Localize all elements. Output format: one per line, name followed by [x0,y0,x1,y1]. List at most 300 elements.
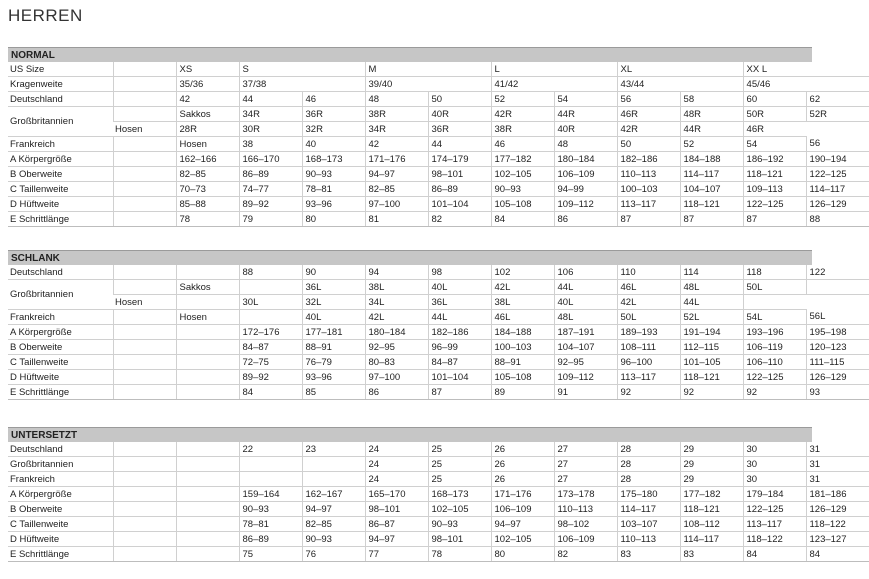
table-cell: 75 [239,547,302,562]
table-cell: 80 [491,547,554,562]
table-cell: 89–92 [239,197,302,212]
table-cell: 28R [176,122,239,137]
table-cell: 108–111 [617,340,680,355]
table-cell [113,212,176,227]
table-cell: 29 [680,472,743,487]
table-cell [113,197,176,212]
table-cell: 182–186 [617,152,680,167]
table-cell [113,265,176,280]
row-label: C Taillenweite [8,182,113,197]
row-label: Großbritannien [8,107,113,137]
table-cell: 106 [554,265,617,280]
table-cell: 122 [806,265,869,280]
table-cell: 84–87 [239,340,302,355]
table-cell: 32L [302,295,365,310]
table-cell: 174–179 [428,152,491,167]
table-cell: 87 [680,212,743,227]
table-cell: 110–113 [617,532,680,547]
table-cell: 118–122 [806,517,869,532]
table-cell: 83 [680,547,743,562]
table-cell: 122–125 [743,370,806,385]
table-cell: 88 [806,212,869,227]
table-cell: 86–89 [428,182,491,197]
table-cell [176,487,239,502]
table-cell: 106–110 [743,355,806,370]
table-cell: 78–81 [302,182,365,197]
table-cell: 109–112 [554,370,617,385]
table-cell: 82 [554,547,617,562]
table-row [8,355,869,370]
table-cell: 38R [365,107,428,122]
table-cell: 24 [365,457,428,472]
table-cell: 30R [239,122,302,137]
table-cell: 44 [239,92,302,107]
table-cell: 42R [617,122,680,137]
table-cell: 110–113 [554,502,617,517]
table-cell [176,547,239,562]
table-cell: 122–125 [806,167,869,182]
table-cell [113,370,176,385]
table-cell: 90–93 [428,517,491,532]
table-cell: 93–96 [302,197,365,212]
table-cell: 50R [743,107,806,122]
table-cell [806,280,869,295]
table-cell [176,325,239,340]
table-cell: 114–117 [680,167,743,182]
table-cell: 81 [365,212,428,227]
table-cell: 36R [428,122,491,137]
table-cell: 105–108 [491,370,554,385]
table-cell: 74–77 [239,182,302,197]
table-cell: 56 [806,137,869,152]
table-cell: 80 [302,212,365,227]
table-cell: 50L [617,310,680,325]
table-cell: 104–107 [554,340,617,355]
table-row [8,340,869,355]
table-cell: 36L [428,295,491,310]
row-label: C Taillenweite [8,517,113,532]
table-cell: 180–184 [365,325,428,340]
table-cell [176,265,239,280]
table-cell: 87 [617,212,680,227]
table-row [8,457,869,472]
table-cell: 76–79 [302,355,365,370]
table-cell: 48 [365,92,428,107]
table-cell: 62 [806,92,869,107]
table-cell: 84 [743,547,806,562]
table-row [8,385,869,400]
table-cell: 114 [680,265,743,280]
table-row [8,152,869,167]
row-label: B Oberweite [8,502,113,517]
table-cell: 56L [806,310,869,325]
table-cell [113,182,176,197]
table-cell: 78 [428,547,491,562]
table-row [8,295,869,310]
row-label: Kragenweite [8,77,113,92]
table-cell: 180–184 [554,152,617,167]
row-label: D Hüftweite [8,197,113,212]
table-cell: 94–97 [302,502,365,517]
table-cell: 76 [302,547,365,562]
table-row [8,472,869,487]
table-cell: 177–181 [302,325,365,340]
table-cell: 28 [617,442,680,457]
table-cell [176,340,239,355]
table-cell: 92 [680,385,743,400]
table-cell: 114–117 [680,532,743,547]
table-cell: 162–166 [176,152,239,167]
table-cell: 171–176 [365,152,428,167]
table-cell: 118–121 [680,502,743,517]
table-row [8,517,869,532]
table-cell: 90–93 [302,167,365,182]
table-cell: 109–112 [554,197,617,212]
section-schlank [8,250,847,400]
table-cell: 38L [491,295,554,310]
table-cell: 177–182 [680,487,743,502]
table-cell: 45/46 [743,77,869,92]
table-cell: 46R [617,107,680,122]
table-cell: 182–186 [428,325,491,340]
table-cell: 102–105 [428,502,491,517]
table-cell [113,547,176,562]
table-cell: 90–93 [491,182,554,197]
table-cell: 98–102 [554,517,617,532]
table-row [8,532,869,547]
row-label: Frankreich [8,310,113,325]
table-cell: 86–87 [365,517,428,532]
table-cell: 189–193 [617,325,680,340]
table-cell [239,472,302,487]
table-cell: 120–123 [806,340,869,355]
table-cell: 106–109 [491,502,554,517]
table-cell [113,280,176,295]
table-cell: 40L [554,295,617,310]
table-cell: 110 [617,265,680,280]
table-cell [113,340,176,355]
table-cell: 36R [302,107,365,122]
table-cell: 171–176 [491,487,554,502]
table-cell [113,385,176,400]
table-cell: 54L [743,310,806,325]
table-cell: 100–103 [617,182,680,197]
table-cell: 94–97 [491,517,554,532]
table-cell: 84 [806,547,869,562]
table-cell: 186–192 [743,152,806,167]
table-cell: 34R [239,107,302,122]
table-cell: 126–129 [806,370,869,385]
row-label: Großbritannien [8,280,113,310]
table-cell [113,77,176,92]
table-cell: 177–182 [491,152,554,167]
table-cell: 101–105 [680,355,743,370]
table-cell [176,442,239,457]
table-cell: 39/40 [365,77,491,92]
table-row [8,167,869,182]
table-cell: 105–108 [491,197,554,212]
table-cell [113,487,176,502]
table-cell: 94–99 [554,182,617,197]
table-cell: 106–119 [743,340,806,355]
table-cell: 54 [554,92,617,107]
table-cell: 40L [302,310,365,325]
table-cell: 30 [743,442,806,457]
table-cell: 84 [239,385,302,400]
table-cell: 82–85 [176,167,239,182]
table-cell: 34L [365,295,428,310]
table-cell: 90–93 [302,532,365,547]
table-row [8,265,869,280]
table-cell: Hosen [113,122,176,137]
table-cell: 103–107 [617,517,680,532]
row-label: A Körpergröße [8,152,113,167]
table-cell [743,295,806,310]
row-label: A Körpergröße [8,325,113,340]
row-label: Deutschland [8,442,113,457]
table-cell: 84–87 [428,355,491,370]
table-row [8,137,869,152]
table-cell: 102 [491,265,554,280]
table-cell [113,152,176,167]
table-cell: 40L [428,280,491,295]
table-cell: 195–198 [806,325,869,340]
table-cell: 172–176 [239,325,302,340]
table-row [8,77,869,92]
table-cell: 91 [554,385,617,400]
table-cell: 98–101 [428,532,491,547]
table-cell: 113–117 [617,370,680,385]
table-cell: 44 [428,137,491,152]
table-cell: 118–121 [680,197,743,212]
table-cell [113,442,176,457]
table-row [8,280,869,295]
table-cell: 173–178 [554,487,617,502]
table-cell [239,457,302,472]
table-cell: 87 [743,212,806,227]
table-cell: 113–117 [743,517,806,532]
table-cell: 46R [743,122,806,137]
table-cell: 44L [554,280,617,295]
table-cell: 46 [302,92,365,107]
table-cell: 101–104 [428,370,491,385]
table-cell: 118 [743,265,806,280]
table-cell: 50L [743,280,806,295]
table-cell [113,355,176,370]
table-cell [113,107,176,122]
row-label: Frankreich [8,472,113,487]
table-cell: 110–113 [617,167,680,182]
table-cell [113,325,176,340]
table-cell: 44L [428,310,491,325]
table-row [8,62,869,77]
table-cell [302,472,365,487]
table-row [8,325,869,340]
table-cell: 52L [680,310,743,325]
table-cell: 168–173 [302,152,365,167]
table-row [8,107,869,122]
table-cell: 40R [554,122,617,137]
row-label: Frankreich [8,137,113,152]
table-cell: 36L [302,280,365,295]
table-cell: 102–105 [491,167,554,182]
table-cell: 112–115 [680,340,743,355]
table-cell: 102–105 [491,532,554,547]
table-cell: 28 [617,472,680,487]
table-row [8,197,869,212]
table-cell: 31 [806,442,869,457]
table-row [8,502,869,517]
row-label: C Taillenweite [8,355,113,370]
table-cell: 88–91 [302,340,365,355]
table-cell: 92 [617,385,680,400]
table-cell: 114–117 [806,182,869,197]
table-cell: 86 [365,385,428,400]
table-cell [113,62,176,77]
table-cell: 92–95 [365,340,428,355]
table-cell: 31 [806,457,869,472]
table-cell: 26 [491,457,554,472]
row-label: US Size [8,62,113,77]
section-normal [8,47,847,227]
table-cell: 122–125 [743,502,806,517]
table-cell: 54 [743,137,806,152]
table-cell: 175–180 [617,487,680,502]
table-cell [176,295,239,310]
table-cell: 80–83 [365,355,428,370]
row-label: E Schrittlänge [8,212,113,227]
table-cell: 42 [176,92,239,107]
table-cell: 29 [680,457,743,472]
table-cell [176,385,239,400]
table-cell: 26 [491,472,554,487]
table-cell: Hosen [176,310,239,325]
table-cell: 100–103 [491,340,554,355]
table-cell: XS [176,62,239,77]
table-cell: 114–117 [617,502,680,517]
table-cell: 58 [680,92,743,107]
table-cell: 86–89 [239,532,302,547]
table-cell: 34R [365,122,428,137]
table-cell: 37/38 [239,77,365,92]
table-cell [113,310,176,325]
table-cell [113,532,176,547]
table-cell [113,167,176,182]
table-cell [302,457,365,472]
table-cell: 94–97 [365,532,428,547]
table-cell: 181–186 [806,487,869,502]
table-cell: 48L [680,280,743,295]
section-header: UNTERSETZT [8,427,812,442]
table-cell: 48 [554,137,617,152]
table-cell: 89–92 [239,370,302,385]
table-cell: 93 [806,385,869,400]
table-cell: 89 [491,385,554,400]
table-cell: 159–164 [239,487,302,502]
table-cell: 98 [428,265,491,280]
table-cell: 94–97 [365,167,428,182]
table-cell: 31 [806,472,869,487]
table-cell: 90 [302,265,365,280]
table-cell: 48R [680,107,743,122]
table-cell [113,472,176,487]
table-row [8,212,869,227]
table-cell [113,137,176,152]
size-table [8,442,869,562]
table-cell: 165–170 [365,487,428,502]
table-cell: 52 [491,92,554,107]
row-label: E Schrittlänge [8,547,113,562]
table-cell: 98–101 [365,502,428,517]
table-cell: 50 [428,92,491,107]
table-cell: 184–188 [491,325,554,340]
table-row [8,487,869,502]
table-cell: 70–73 [176,182,239,197]
table-cell: 40R [428,107,491,122]
table-cell [176,517,239,532]
table-cell: 78–81 [239,517,302,532]
table-cell: 79 [239,212,302,227]
section-header: SCHLANK [8,250,812,265]
table-cell: 27 [554,457,617,472]
table-cell: Sakkos [176,107,239,122]
table-cell: 46 [491,137,554,152]
table-cell: 35/36 [176,77,239,92]
table-cell: 111–115 [806,355,869,370]
table-cell: 44R [554,107,617,122]
size-table [8,265,869,400]
table-cell: 23 [302,442,365,457]
table-cell: 96–100 [617,355,680,370]
table-cell: 166–170 [239,152,302,167]
table-cell: 77 [365,547,428,562]
table-cell: 126–129 [806,197,869,212]
table-cell [113,517,176,532]
table-cell: 84 [491,212,554,227]
table-cell: 42L [617,295,680,310]
table-cell: 29 [680,442,743,457]
row-label: Großbritannien [8,457,113,472]
table-cell: 41/42 [491,77,617,92]
table-row [8,122,869,137]
table-cell: 118–122 [743,532,806,547]
table-cell: Sakkos [176,280,239,295]
table-cell: 162–167 [302,487,365,502]
table-cell [176,355,239,370]
table-cell: 88 [239,265,302,280]
table-cell [176,370,239,385]
table-cell: 90–93 [239,502,302,517]
table-cell [113,502,176,517]
table-cell: 104–107 [680,182,743,197]
table-cell: 43/44 [617,77,743,92]
table-cell: 42L [365,310,428,325]
table-cell: 25 [428,472,491,487]
table-cell: 87 [428,385,491,400]
table-cell: 118–121 [743,167,806,182]
table-cell: 38 [239,137,302,152]
table-cell: 85 [302,385,365,400]
table-cell: 50 [617,137,680,152]
table-cell: 108–112 [680,517,743,532]
table-cell: 85–88 [176,197,239,212]
table-cell: 98–101 [428,167,491,182]
table-row [8,547,869,562]
table-cell [113,457,176,472]
table-cell: 42L [491,280,554,295]
table-cell: 78 [176,212,239,227]
row-label: B Oberweite [8,340,113,355]
